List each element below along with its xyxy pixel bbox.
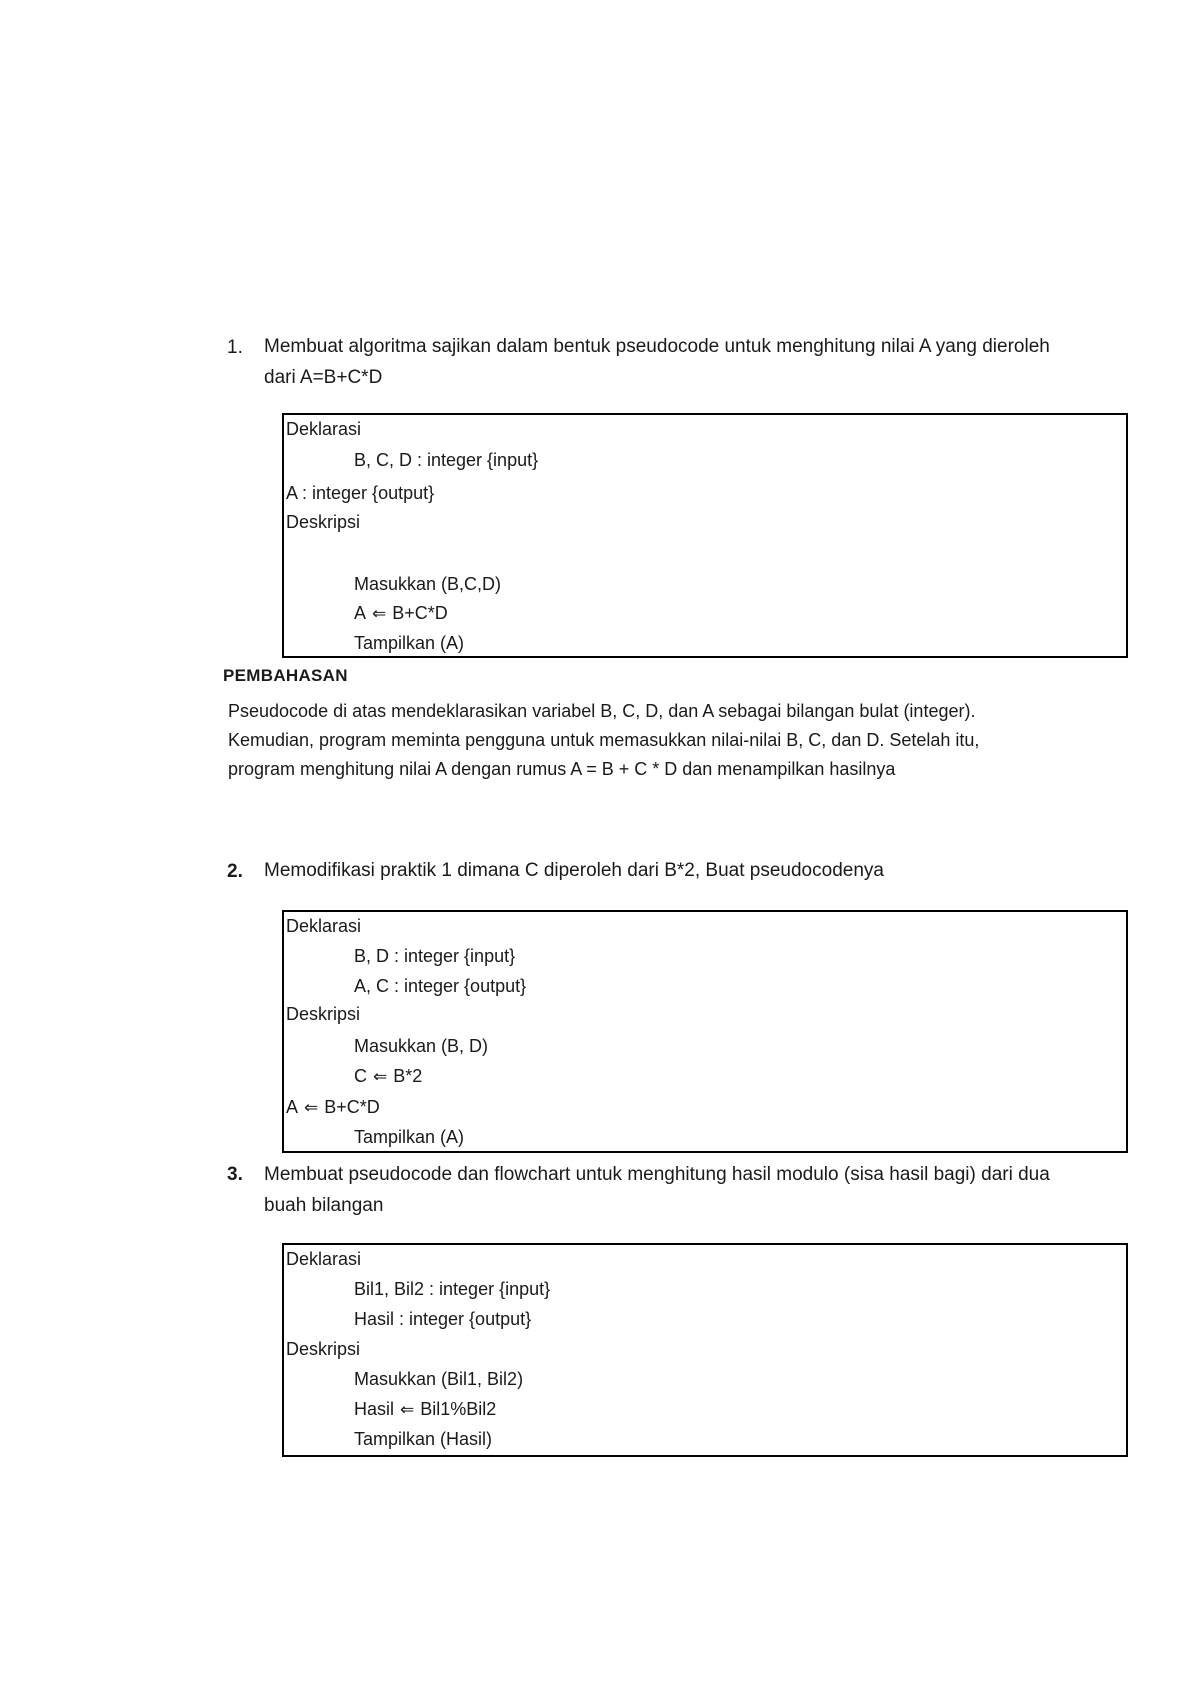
pembahasan-heading: PEMBAHASAN [223, 666, 348, 685]
q2-code-box [282, 910, 1128, 1153]
code-line: B, D : integer {input} [354, 946, 516, 966]
code-line: Deklarasi [286, 916, 362, 936]
code-line: Masukkan (Bil1, Bil2) [354, 1369, 524, 1389]
q3-number: 3. [227, 1164, 243, 1185]
code-line: Deklarasi [286, 1249, 362, 1269]
assign-arrow-icon: ⇐ [373, 1067, 388, 1086]
assign-arrow-icon: ⇐ [304, 1098, 319, 1117]
code-line-assign [286, 1097, 380, 1118]
code-line: Deskripsi [286, 512, 361, 532]
code-line-assign [354, 1066, 422, 1087]
assign-expr: B+C*D [392, 603, 448, 623]
code-line-assign [354, 1399, 496, 1420]
code-line: Deskripsi [286, 1004, 361, 1024]
assign-var: A [354, 603, 367, 623]
assign-expr: Bil1%Bil2 [420, 1399, 497, 1419]
code-line: Tampilkan (Hasil) [354, 1429, 493, 1449]
code-line: Masukkan (B, D) [354, 1036, 489, 1056]
assign-var: C [354, 1066, 367, 1086]
assign-var: Hasil [354, 1399, 395, 1419]
code-line: A : integer {output} [286, 483, 435, 503]
q1-text: Membuat algoritma sajikan dalam bentuk pseudocode untuk menghitung nilai A yang dieroleh dari A=B+C*D [264, 336, 1050, 388]
code-line-assign [354, 603, 448, 624]
code-line: Deskripsi [286, 1339, 361, 1359]
code-line: Tampilkan (A) [354, 1127, 465, 1147]
q1-number: 1. [227, 337, 243, 358]
assign-arrow-icon: ⇐ [372, 604, 387, 623]
code-line: A, C : integer {output} [354, 976, 527, 996]
q3-code-box [282, 1243, 1128, 1457]
q3-text: Membuat pseudocode dan flowchart untuk menghitung hasil modulo (sisa hasil bagi) dari dua buah bilangan [264, 1164, 1050, 1216]
code-line: B, C, D : integer {input} [354, 450, 539, 470]
q2-number: 2. [227, 861, 243, 882]
code-line: Bil1, Bil2 : integer {input} [354, 1279, 551, 1299]
assign-arrow-icon: ⇐ [400, 1400, 415, 1419]
code-line: Deklarasi [286, 419, 362, 439]
code-line: Masukkan (B,C,D) [354, 574, 502, 594]
assign-expr: B*2 [393, 1066, 423, 1086]
pembahasan-text: Pseudocode di atas mendeklarasikan variabel B, C, D, dan A sebagai bilangan bulat (integer). Kemudian, program meminta pengguna untuk memasukkan nilai-nilai B, C, dan D. Setelah itu, program menghitung nilai A dengan rumus A = B + C * D dan menampilkan hasilnya [228, 701, 980, 779]
assign-var: A [286, 1097, 299, 1117]
code-line: Hasil : integer {output} [354, 1309, 532, 1329]
code-line: Tampilkan (A) [354, 633, 465, 653]
q2-text: Memodifikasi praktik 1 dimana C diperoleh dari B*2, Buat pseudocodenya [264, 860, 884, 881]
q1-code-box [282, 413, 1128, 658]
assign-expr: B+C*D [324, 1097, 380, 1117]
